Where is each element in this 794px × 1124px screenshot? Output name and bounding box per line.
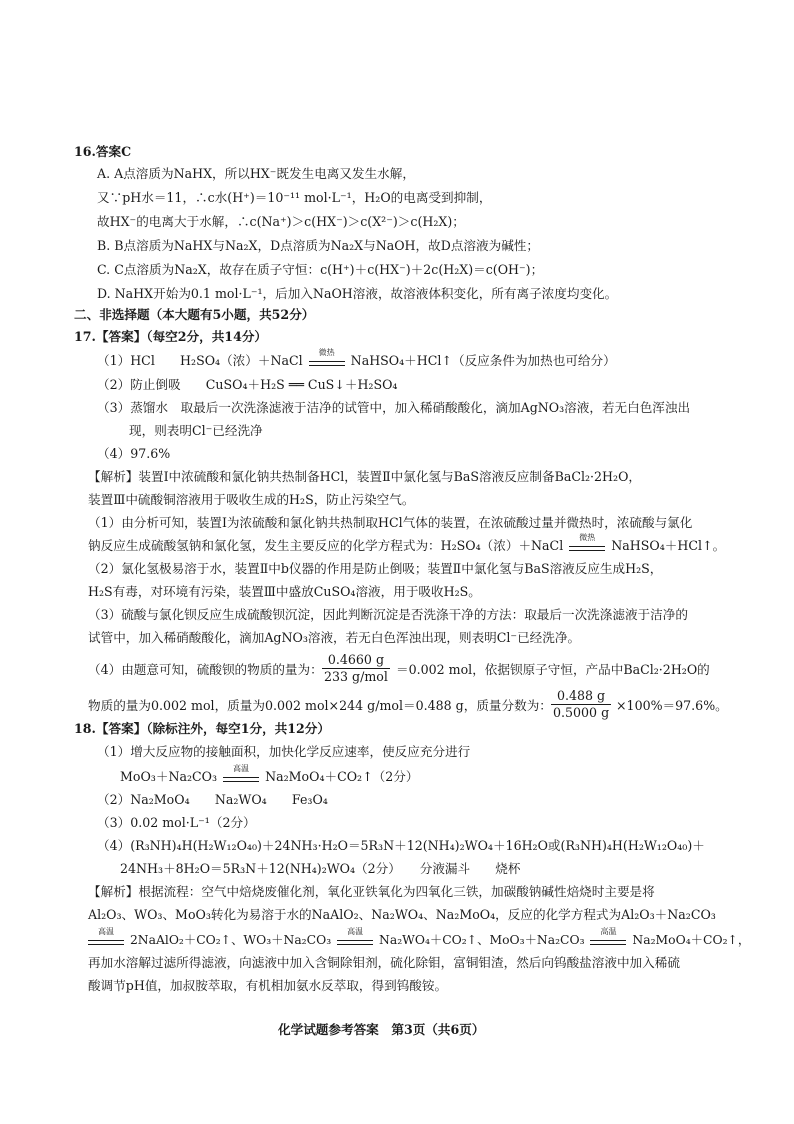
q17-analysis-line6: H₂S有毒，对环境有污染，装置Ⅲ中盛放CuSO₄溶液，用于吸收H₂S。: [88, 584, 481, 599]
q18-answer-1: （1）增大反应物的接触面积，加快化学反应速率，使反应充分进行: [97, 744, 471, 759]
q18-analysis-eq-part2: Na₂WO₄＋CO₂↑、MoO₃＋Na₂CO₃: [379, 933, 585, 947]
q18-equation-products: Na₂MoO₄＋CO₂↑（2分）: [265, 769, 419, 784]
q18-analysis-eq-part3: Na₂MoO₄＋CO₂↑，: [632, 933, 751, 947]
q17-answer-3-line2: 现，则表明Cl⁻已经洗净: [129, 423, 263, 438]
fraction-numerator: 0.4660 g: [322, 652, 390, 669]
q17-analysis-line2: 装置Ⅲ中硫酸铜溶液用于吸收生成的H₂S，防止污染空气。: [88, 492, 415, 507]
fraction-denominator: 233 g/mol: [324, 669, 388, 684]
fraction-denominator: 0.5000 g: [553, 705, 610, 720]
reaction-double-line: [590, 940, 626, 945]
reaction-double-line: [88, 940, 124, 945]
reaction-arrow: [337, 926, 373, 948]
q16-title: 16.答案C: [74, 144, 132, 159]
reaction-double-line: [337, 940, 373, 945]
reaction-arrow: [590, 926, 626, 948]
q17-analysis-line4-products: NaHSO₄＋HCl↑。: [611, 538, 726, 553]
q17-analysis-line4: [88, 532, 726, 555]
q17-analysis-line9-prefix: （4）由题意可知，硫酸钡的物质的量为：: [88, 662, 323, 677]
q18-analysis-eq-part1: 2NaAlO₂＋CO₂↑、WO₃＋Na₂CO₃: [129, 933, 332, 947]
q18-analysis-line2: Al₂O₃、WO₃、MoO₃转化为易溶于水的NaAlO₂、Na₂WO₄、Na₂MoO₄，反应的化学方程式为Al₂O₃＋Na₂CO₃: [88, 907, 716, 922]
reaction-condition: 高温: [600, 926, 617, 936]
reaction-double-line: [309, 361, 345, 366]
reaction-condition: 微热: [579, 532, 596, 542]
q17-analysis-line3: （1）由分析可知，装置Ⅰ为浓硫酸和氯化钠共热制取HCl气体的装置，在浓硫酸过量并微热时，浓硫酸与氯化: [88, 515, 693, 530]
fraction-barium-sulfate-moles: [322, 652, 390, 685]
q18-answer-2: （2）Na₂MoO₄ Na₂WO₄ Fe₃O₄: [97, 792, 328, 807]
fraction-numerator: 0.488 g: [551, 688, 611, 705]
q16-option-a-line3: 故HX⁻的电离大于水解，∴c(Na⁺)＞c(HX⁻)＞c(X²⁻)＞c(H₂X)；: [97, 214, 465, 229]
q17-analysis-line4-text: 钠反应生成硫酸氢钠和氯化氢，发生主要反应的化学方程式为：H₂SO₄（浓）＋NaCl: [88, 538, 564, 553]
section-heading: 二、非选择题（本大题有5小题，共52分）: [74, 307, 315, 322]
q18-answer-4-line1: （4）(R₃NH)₄H(H₂W₁₂O₄₀)＋24NH₃·H₂O＝5R₃N＋12(NH₄)₂WO₄＋16H₂O或(R₃NH)₄H(H₂W₁₂O₄₀)＋: [97, 838, 705, 853]
reaction-double-line: [223, 777, 259, 782]
reaction-condition: 高温: [233, 763, 250, 773]
q16-option-c: C. C点溶质为Na₂X，故存在质子守恒：c(H⁺)＋c(HX⁻)＋2c(H₂X)＝c(OH⁻)；: [97, 262, 544, 277]
q17-analysis-line10-prefix: 物质的量为0.002 mol，质量为0.002 mol×244 g/mol＝0.488 g，质量分数为：: [88, 698, 552, 713]
reaction-arrow: [88, 926, 124, 948]
reaction-condition: 高温: [98, 926, 114, 936]
q18-answer-3: （3）0.02 mol·L⁻¹（2分）: [97, 815, 256, 830]
q17-answer-2: （2）防止倒吸 CuSO₄＋H₂S ══ CuS↓＋H₂SO₄: [97, 377, 398, 392]
q17-title: 17.【答案】（每空2分，共14分）: [74, 329, 268, 344]
q17-analysis-line1: 【解析】装置Ⅰ中浓硫酸和氯化钠共热制备HCl，装置Ⅱ中氯化氢与BaS溶液反应制备BaCl₂·2H₂O，: [88, 469, 642, 484]
q17-analysis-line10-suffix: ×100%＝97.6%。: [616, 698, 728, 713]
q17-answer-3-line1: （3）蒸馏水 取最后一次洗涤滤液于洁净的试管中，加入稀硝酸酸化，滴加AgNO₃溶液，若无白色浑浊出: [97, 400, 691, 415]
q16-option-a-line1: A. A点溶质为NaHX，所以HX⁻既发生电离又发生水解，: [97, 166, 415, 181]
q18-analysis-line4: 再加水溶解过滤所得滤液，向滤液中加入含铜除钼剂，硫化除钼，富铜钼渣，然后向钨酸盐溶液中加入稀硫: [88, 955, 680, 970]
q17-answer-4: （4）97.6%: [97, 446, 171, 461]
q16-option-d: D. NaHX开始为0.1 mol·L⁻¹，后加入NaOH溶液，故溶液体积变化，所有离子浓度均变化。: [97, 286, 618, 301]
q18-analysis-line3: [88, 926, 751, 949]
q17-analysis-line7: （3）硫酸与氯化钡反应生成硫酸钡沉淀，因此判断沉淀是否洗涤干净的方法：取最后一次洗涤滤液于洁净的: [88, 607, 688, 622]
q18-answer-1-equation: [120, 763, 419, 786]
reaction-condition: 微热: [318, 347, 335, 357]
page-footer: 化学试题参考答案 第3页（共6页）: [278, 1022, 485, 1037]
q18-answer-4-line2: 24NH₃＋8H₂O＝5R₃N＋12(NH₄)₂WO₄（2分） 分液漏斗 烧杯: [120, 861, 521, 876]
q17-answer-1-products: NaHSO₄＋HCl↑（反应条件为加热也可给分）: [350, 353, 616, 368]
q17-analysis-line8: 试管中，加入稀硝酸酸化，滴加AgNO₃溶液，若无白色浑浊出现，则表明Cl⁻已经洗净。: [88, 630, 581, 645]
reaction-condition: 高温: [347, 926, 364, 936]
q17-answer-1-reactants: （1）HCl H₂SO₄（浓）＋NaCl: [97, 353, 303, 368]
q16-option-b: B. B点溶质为NaHX与Na₂X，D点溶质为Na₂X与NaOH，故D点溶液为碱性；: [97, 238, 539, 253]
q17-analysis-line5: （2）氯化氢极易溶于水，装置Ⅱ中b仪器的作用是防止倒吸；装置Ⅱ中氯化氢与BaS溶液反应生成H₂S，: [88, 561, 663, 576]
reaction-arrow: [309, 347, 345, 369]
q18-analysis-line5: 酸调节pH值，加叔胺萃取，有机相加氨水反萃取，得到钨酸铵。: [88, 978, 448, 993]
q17-analysis-line9-suffix: ＝0.002 mol，依据钡原子守恒，产品中BaCl₂·2H₂O的: [396, 662, 710, 677]
reaction-double-line: [569, 546, 605, 551]
q18-equation-reactants: MoO₃＋Na₂CO₃: [120, 769, 218, 784]
q18-analysis-line1: 【解析】根据流程：空气中焙烧废催化剂，氧化亚铁氧化为四氧化三铁，加碳酸钠碱性焙烧时主要是将: [88, 884, 655, 899]
q18-title: 18.【答案】（除标注外，每空1分，共12分）: [74, 721, 330, 736]
reaction-arrow: [223, 763, 259, 785]
fraction-mass-percentage: [551, 688, 611, 721]
q17-answer-1: [97, 347, 616, 370]
reaction-arrow: [569, 532, 605, 554]
q16-option-a-line2: 又∵pH水＝11，∴c水(H⁺)＝10⁻¹¹ mol·L⁻¹，H₂O的电离受到抑制，: [97, 190, 492, 205]
